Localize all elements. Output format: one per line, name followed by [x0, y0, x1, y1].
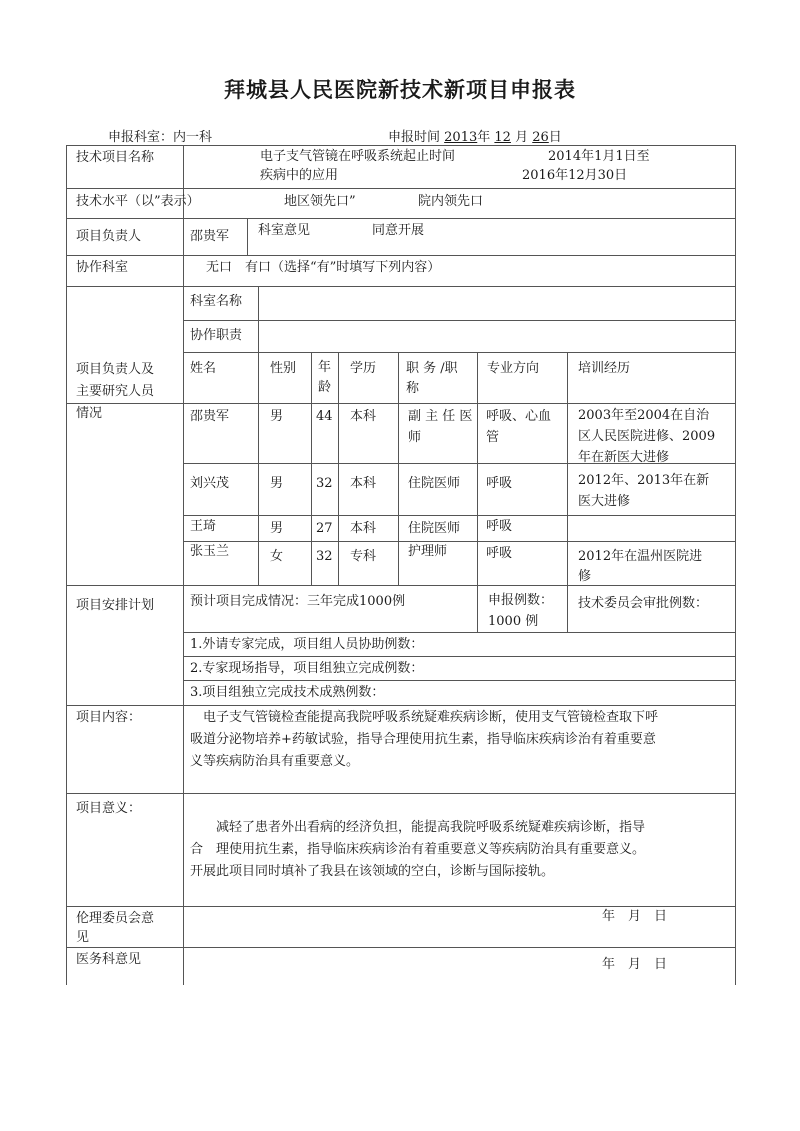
project-end-date: 2016年12月30日	[522, 168, 628, 183]
staff-row-4-age: 32	[316, 549, 333, 564]
header-age-1: 年	[318, 360, 332, 375]
project-name-line1: 电子支气管镜在呼吸系统起止时间	[260, 149, 456, 164]
staff-row-4-title: 护理师	[408, 544, 448, 559]
dept-opinion: 同意开展	[372, 223, 425, 238]
header-name: 姓名	[190, 361, 217, 376]
staff-row-2-training-1: 2012年、2013年在新	[578, 473, 710, 488]
cooperation-label: 协作科室	[76, 260, 129, 275]
project-name-line2: 疾病中的应用	[260, 168, 339, 183]
staff-row-4-edu: 专科	[350, 549, 377, 564]
staff-row-1-training-3: 年在新医大进修	[578, 450, 670, 465]
staff-row-2-edu: 本科	[350, 476, 377, 491]
content-line-1: 电子支气管镜检查能提高我院呼吸系统疑难疾病诊断，使用支气管镜检查取下呼	[190, 710, 659, 725]
plan-item-1: 1.外请专家完成，项目组人员协助例数：	[190, 637, 424, 652]
leader-label: 项目负责人	[76, 229, 142, 244]
coop-duty-label: 协作职责	[190, 328, 243, 343]
staff-row-1-major-2: 管	[486, 430, 500, 445]
header-edu: 学历	[350, 361, 377, 376]
staff-row-1-training-1: 2003年至2004在自治	[578, 408, 710, 423]
cooperation-choice: 无口 有口（选择“有”时填写下列内容）	[206, 260, 441, 275]
staff-row-1-name: 邵贵军	[190, 409, 230, 424]
staff-row-3-name: 王琦	[190, 519, 217, 534]
header-age-2: 龄	[318, 380, 332, 395]
staff-row-4-training-1: 2012年在温州医院进	[578, 549, 703, 564]
medical-label: 医务科意见	[76, 952, 142, 967]
staff-row-4-gender: 女	[270, 549, 284, 564]
apply-count: 1000 例	[488, 614, 539, 629]
staff-row-1-training-2: 区人民医院进修、2009	[578, 429, 716, 444]
staff-row-2-age: 32	[316, 476, 333, 491]
day-unit: 日	[548, 130, 562, 145]
significance-line-3: 开展此项目同时填补了我县在该领域的空白，诊断与国际接轨。	[190, 864, 555, 879]
staff-row-1-title-1: 副 主 任 医	[408, 409, 473, 424]
header-gender: 性别	[270, 361, 297, 376]
date-month: 12	[494, 130, 511, 145]
staff-row-3-age: 27	[316, 521, 333, 536]
ethics-date: 年 月 日	[602, 909, 668, 924]
staff-row-1-age: 44	[316, 409, 333, 424]
plan-item-3: 3.项目组独立完成技术成熟例数：	[190, 685, 385, 700]
header-title-1: 职 务 /职	[406, 361, 458, 376]
plan-item-2: 2.专家现场指导，项目组独立完成例数：	[190, 661, 424, 676]
header-training: 培训经历	[578, 361, 631, 376]
tech-level-label: 技术水平（以”表示）	[76, 194, 200, 209]
medical-date: 年 月 日	[602, 957, 668, 972]
significance-line-2: 合 理使用抗生素，指导临床疾病诊治有着重要意义等疾病防治具有重要意义。	[190, 842, 646, 857]
staff-label-3: 情况	[76, 406, 103, 421]
staff-label-2: 主要研究人员	[76, 384, 155, 399]
dept-label: 申报科室：内一科	[108, 130, 213, 145]
staff-row-1-major-1: 呼吸、心血	[486, 409, 552, 424]
staff-row-2-title: 住院医师	[408, 476, 461, 491]
staff-row-3-title: 住院医师	[408, 521, 461, 536]
date-year: 2013	[444, 130, 478, 145]
content-label: 项目内容：	[76, 710, 142, 725]
staff-row-1-title-2: 师	[408, 430, 422, 445]
staff-row-3-edu: 本科	[350, 521, 377, 536]
tech-level-region: 地区领先口”	[284, 194, 356, 209]
form-title: 拜城县人民医院新技术新项目申报表	[224, 78, 576, 102]
staff-row-4-major: 呼吸	[486, 546, 513, 561]
staff-row-3-major: 呼吸	[486, 519, 513, 534]
staff-row-3-gender: 男	[270, 521, 284, 536]
plan-label: 项目安排计划	[76, 598, 155, 613]
staff-row-2-major: 呼吸	[486, 476, 513, 491]
project-name-label: 技术项目名称	[76, 150, 155, 165]
header-major: 专业方向	[487, 361, 540, 376]
content-line-2: 吸道分泌物培养+药敏试验，指导合理使用抗生素，指导临床疾病诊治有着重要意	[190, 732, 656, 747]
ethics-label-2: 见	[76, 930, 90, 945]
leader-name: 邵贵军	[190, 229, 230, 244]
coop-dept-name-label: 科室名称	[190, 294, 243, 309]
staff-label-1: 项目负责人及	[76, 362, 155, 377]
ethics-label-1: 伦理委员会意	[76, 911, 155, 926]
staff-row-2-training-2: 医大进修	[578, 494, 631, 509]
content-line-3: 义等疾病防治具有重要意义。	[190, 754, 360, 769]
committee-count-label: 技术委员会审批例数：	[578, 596, 709, 611]
significance-label: 项目意义：	[76, 801, 142, 816]
staff-row-2-gender: 男	[270, 476, 284, 491]
apply-count-label: 申报例数：	[488, 593, 554, 608]
tech-level-hospital: 院内领先口	[418, 194, 484, 209]
header-title-2: 称	[406, 381, 420, 396]
month-unit: 月	[515, 130, 529, 145]
dept-opinion-label: 科室意见	[258, 223, 311, 238]
year-unit: 年	[477, 130, 491, 145]
time-label: 申报时间	[388, 130, 441, 145]
staff-row-1-edu: 本科	[350, 409, 377, 424]
plan-expected: 预计项目完成情况：三年完成1000例	[190, 594, 406, 609]
staff-row-2-name: 刘兴茂	[190, 476, 230, 491]
project-start-date: 2014年1月1日至	[548, 149, 650, 164]
staff-row-4-training-2: 修	[578, 569, 592, 584]
staff-row-4-name: 张玉兰	[190, 544, 230, 559]
staff-row-1-gender: 男	[270, 409, 284, 424]
date-day: 26	[532, 130, 549, 145]
significance-line-1: 减轻了患者外出看病的经济负担，能提高我院呼吸系统疑难疾病诊断，指导	[190, 820, 646, 835]
